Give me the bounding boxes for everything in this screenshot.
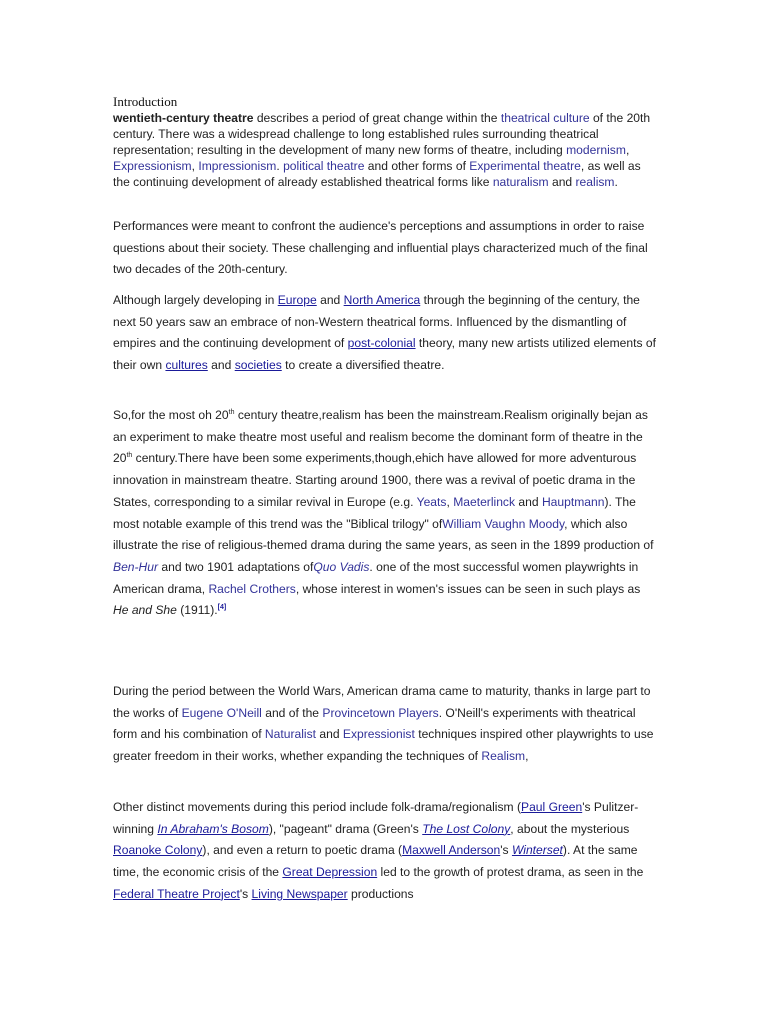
citation-link[interactable]: [4]: [217, 604, 227, 612]
text: Other distinct movements during this period include folk-drama/regionalism (: [113, 800, 522, 814]
link-impressionism[interactable]: Impressionism: [198, 159, 277, 173]
link-europe[interactable]: Europe: [277, 293, 317, 307]
text: and two 1901 adaptations of: [158, 559, 314, 574]
link-roanoke-colony[interactable]: Roanoke Colony: [113, 843, 203, 858]
link-winterset[interactable]: Winterset: [511, 843, 563, 858]
text: ), "pageant" drama (Green's: [268, 821, 423, 836]
text: through the beginning of the century, the next 50 years saw an embrace of non-Western theatrical forms. Influenced by the dismantling of empires and the continuing development of: [113, 293, 640, 351]
text: , about the mysterious: [510, 821, 630, 836]
link-quo-vadis[interactable]: Quo Vadis: [313, 559, 370, 574]
text: and other forms of: [364, 159, 470, 173]
text: ), and even a return to poetic drama (: [202, 843, 403, 858]
paragraph-realism: [113, 405, 658, 622]
text: . O'Neill's experiments with theatrical form and his combination of: [113, 705, 636, 742]
text: led to the growth of protest drama, as seen in the: [377, 865, 644, 880]
link-eugene-oneill[interactable]: Eugene O'Neill: [181, 705, 262, 720]
text: century theatre,realism has been the mainstream.Realism originally bejan as an experiment to make theatre most useful and realism become the dominant form of theatre in the 20: [113, 408, 648, 466]
text: ,: [446, 494, 454, 509]
bold-term: wentieth-century theatre: [113, 111, 254, 125]
link-yeats[interactable]: Yeats: [416, 494, 447, 509]
superscript: th: [228, 408, 235, 416]
link-in-abrahams-bosom[interactable]: In Abraham's Bosom: [157, 821, 269, 836]
text: ). The most notable example of this trend was the "Biblical trilogy" of: [113, 494, 636, 531]
text: , as well as the continuing development of already established theatrical forms like: [113, 159, 641, 189]
link-societies[interactable]: societies: [234, 358, 282, 373]
link-experimental-theatre[interactable]: Experimental theatre: [469, 159, 581, 173]
link-paul-green[interactable]: Paul Green: [521, 800, 583, 814]
link-political-theatre[interactable]: political theatre: [283, 159, 365, 173]
text: century.There have been some experiments,though,ehich have allowed for more adventurous innovation in mainstream theatre. Starting around 1900, there was a revival of poetic drama in the States, corresponding to a similar revival in Europe (e.g.: [113, 451, 637, 509]
text: and: [316, 293, 344, 307]
text: describes a period of great change within the: [253, 111, 501, 125]
link-theatrical-culture[interactable]: theatrical culture: [500, 111, 590, 125]
paragraph-movements: [113, 797, 658, 906]
text: ,: [525, 749, 529, 764]
text: and: [515, 494, 542, 509]
link-modernism[interactable]: modernism: [566, 143, 626, 157]
text: .: [276, 159, 284, 173]
text: 's: [239, 886, 252, 901]
text: and: [207, 358, 235, 373]
section-heading: Introduction: [113, 94, 178, 109]
text: .: [614, 175, 618, 189]
text: 's: [500, 843, 512, 858]
link-provincetown-players[interactable]: Provincetown Players: [322, 705, 439, 720]
paragraph-intro: [113, 110, 658, 190]
link-expressionism[interactable]: Expressionism: [113, 159, 192, 173]
text: ,: [625, 143, 630, 157]
text: and of the: [261, 705, 323, 720]
text: of the 20th century. There was a widespread challenge to long established rules surrounding theatrical representation; resulting in the development of many new forms of theatre, including: [113, 111, 651, 157]
paragraph-developing: [113, 290, 658, 377]
text: and: [316, 727, 343, 742]
text: theory, many new artists utilized elements of their own: [113, 336, 656, 373]
text: So,for the most oh 20: [113, 408, 229, 422]
text: Performances were meant to confront the audience's perceptions and assumptions in order to raise questions about their society. These challenging and influential plays characterized much of the final two decades of the 20th-century.: [113, 219, 648, 277]
text: During the period between the World Wars, American drama came to maturity, thanks in large part to the works of: [113, 684, 651, 720]
paragraph-performances: [113, 216, 658, 281]
link-maxwell-anderson[interactable]: Maxwell Anderson: [402, 843, 501, 858]
link-federal-theatre-project[interactable]: Federal Theatre Project: [113, 886, 240, 901]
link-north-america[interactable]: North America: [343, 293, 421, 307]
paragraph-world-wars: [113, 681, 658, 768]
link-expressionist[interactable]: Expressionist: [342, 727, 415, 742]
link-william-vaughn-moody[interactable]: William Vaughn Moody: [442, 516, 565, 531]
text: 's Pulitzer-winning: [113, 800, 639, 836]
link-realism[interactable]: realism: [575, 175, 615, 189]
link-naturalism[interactable]: naturalism: [492, 175, 549, 189]
text: productions: [347, 886, 414, 901]
superscript: th: [126, 452, 133, 460]
link-great-depression[interactable]: Great Depression: [282, 865, 378, 880]
link-realism-2[interactable]: Realism: [481, 749, 526, 764]
link-maeterlinck[interactable]: Maeterlinck: [453, 494, 516, 509]
text: techniques inspired other playwrights to use greater freedom in their works, whether expanding the techniques of: [113, 727, 654, 764]
link-naturalist[interactable]: Naturalist: [264, 727, 317, 742]
text: ,: [191, 159, 199, 173]
link-the-lost-colony[interactable]: The Lost Colony: [422, 821, 511, 836]
link-living-newspaper[interactable]: Living Newspaper: [251, 886, 348, 901]
text: to create a diversified theatre.: [281, 358, 445, 373]
text: Although largely developing in: [113, 293, 278, 307]
text: , whose interest in women's issues can be seen in such plays as: [295, 581, 641, 596]
link-ben-hur[interactable]: Ben-Hur: [113, 559, 159, 574]
link-post-colonial[interactable]: post-colonial: [347, 336, 416, 351]
link-rachel-crothers[interactable]: Rachel Crothers: [208, 581, 296, 596]
text: , which also illustrate the rise of religious-themed drama during the same years, as seen in the 1899 production of: [113, 516, 654, 553]
text: ). At the same time, the economic crisis of the: [113, 843, 638, 880]
italic-title: He and She: [113, 603, 177, 618]
link-hauptmann[interactable]: Hauptmann: [541, 494, 605, 509]
link-cultures[interactable]: cultures: [165, 358, 208, 373]
text: . one of the most successful women playwrights in American drama,: [113, 559, 639, 596]
text: and: [548, 175, 576, 189]
text: (1911).: [176, 603, 218, 618]
